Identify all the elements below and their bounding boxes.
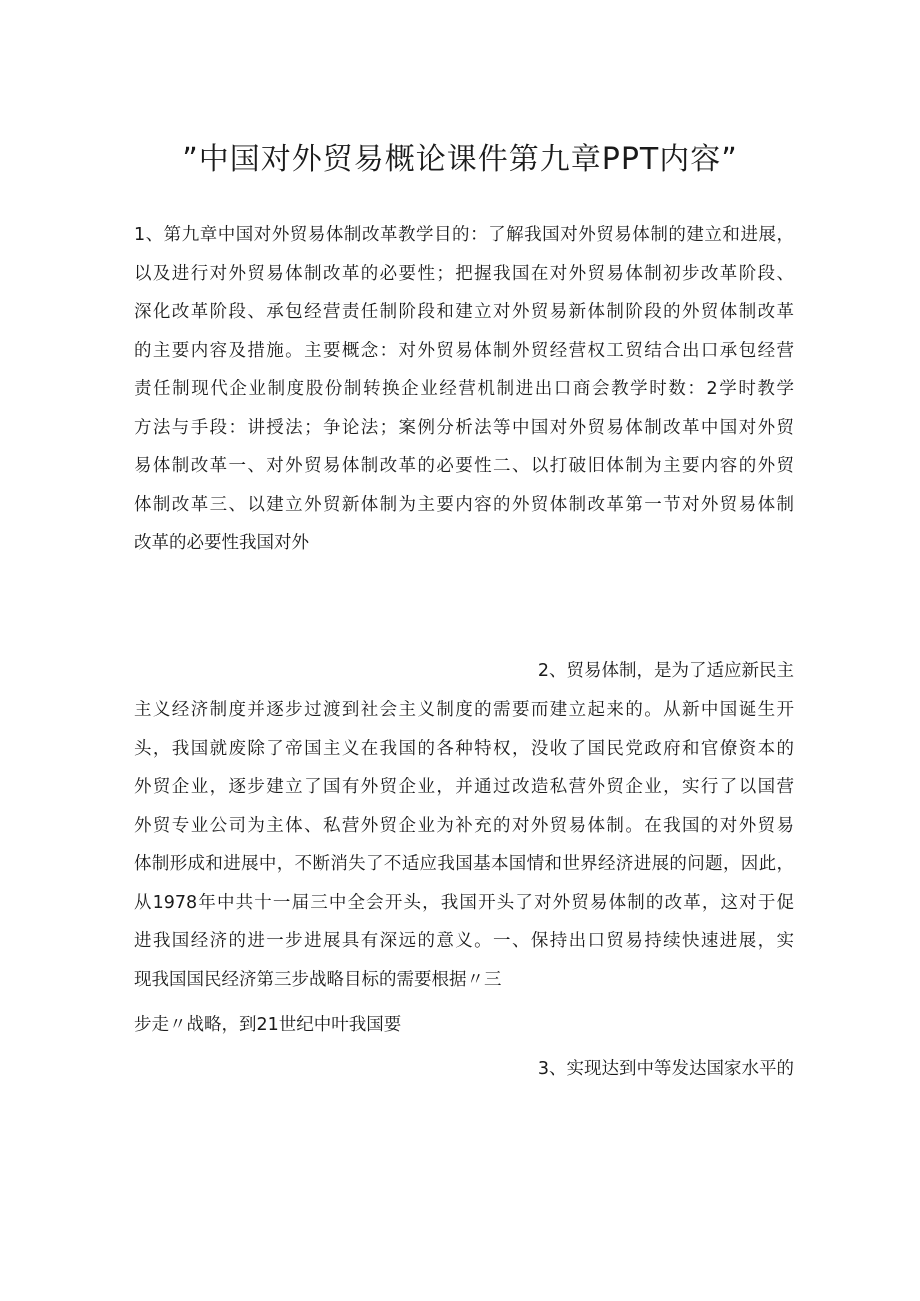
paragraph-2-line: 外贸专业公司为主体、私营外贸企业为补充的对外贸易体制。在我国的对外贸易 (134, 815, 794, 836)
paragraph-2-line: 主义经济制度并逐步过渡到社会主义制度的需要而建立起来的。从新中国诞生开 (134, 700, 794, 720)
paragraph-2-heading: 2、贸易体制，是为了适应新民主 (537, 661, 794, 681)
paragraph-1-line: 以及进行对外贸易体制改革的必要性；把握我国在对外贸易体制初步改革阶段、 (134, 263, 794, 284)
paragraph-1-line: 深化改革阶段、承包经营责任制阶段和建立对外贸易新体制阶段的外贸体制改革 (134, 302, 794, 322)
paragraph-2-line: 进我国经济的进一步进展具有深远的意义。一、保持出口贸易持续快速进展，实 (134, 931, 794, 951)
document-title: ”中国对外贸易概论课件第九章PPT内容” (182, 142, 738, 177)
paragraph-2-line: 体制形成和进展中，不断消失了不适应我国基本国情和世界经济进展的问题，因此， (134, 854, 794, 874)
paragraph-2-tail: 步走〃战略，到21世纪中叶我国要 (134, 1015, 402, 1035)
paragraph-2-line: 从1978年中共十一届三中全会开头，我国开头了对外贸易体制的改革，这对于促 (134, 892, 794, 913)
paragraph-1-line: 方法与手段：讲授法；争论法；案例分析法等中国对外贸易体制改革中国对外贸 (134, 417, 794, 438)
paragraph-1-line: 1、第九章中国对外贸易体制改革教学目的：了解我国对外贸易体制的建立和进展， (134, 225, 794, 245)
paragraph-1-line: 体制改革三、以建立外贸新体制为主要内容的外贸体制改革第一节对外贸易体制 (134, 494, 794, 515)
paragraph-1-line: 责任制现代企业制度股份制转换企业经营机制进出口商会教学时数：2学时教学 (134, 379, 794, 399)
paragraph-2-line: 现我国国民经济第三步战略目标的需要根据〃三 (134, 969, 502, 990)
paragraph-1-line: 易体制改革一、对外贸易体制改革的必要性二、以打破旧体制为主要内容的外贸 (134, 456, 794, 476)
paragraph-1-line: 的主要内容及措施。主要概念：对外贸易体制外贸经营权工贸结合出口承包经营 (134, 340, 794, 361)
paragraph-1 (134, 216, 794, 563)
paragraph-3-heading: 3、实现达到中等发达国家水平的 (537, 1059, 794, 1079)
paragraph-1-line: 改革的必要性我国对外 (134, 533, 309, 553)
paragraph-2-line: 外贸企业，逐步建立了国有外贸企业，并通过改造私营外贸企业，实行了以国营 (134, 777, 794, 797)
paragraph-2 (134, 691, 794, 999)
paragraph-2-line: 头，我国就废除了帝国主义在我国的各种特权，没收了国民党政府和官僚资本的 (134, 738, 794, 759)
